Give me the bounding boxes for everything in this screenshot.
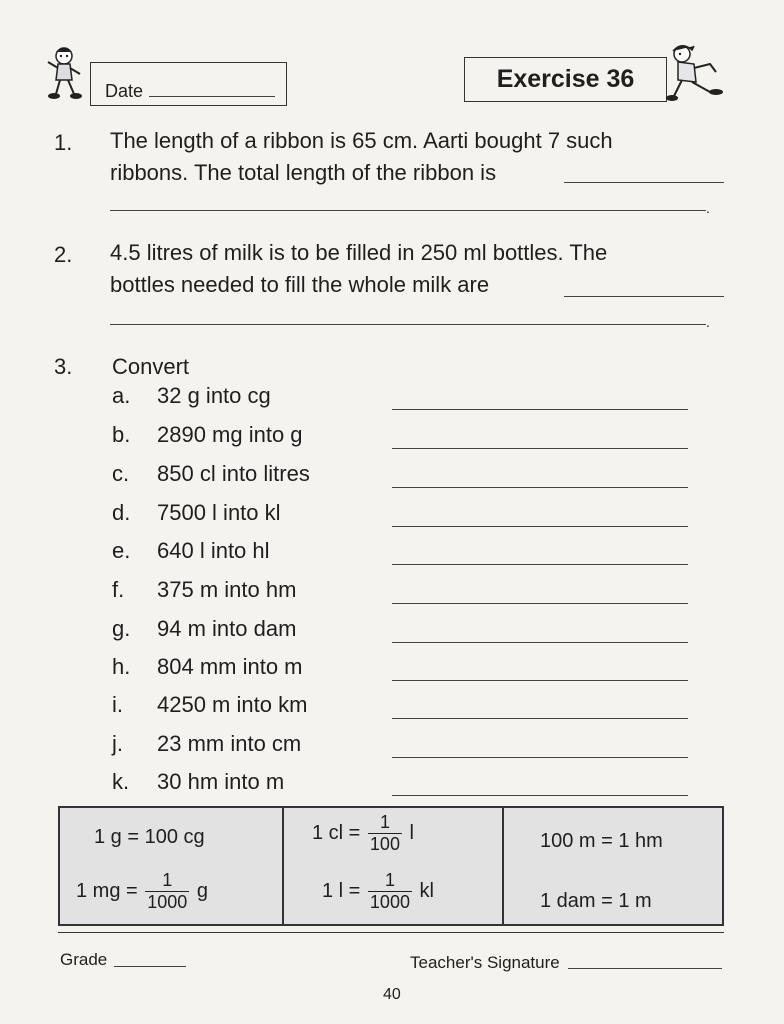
end-mark: . — [706, 314, 710, 330]
reference-cell: 100 m = 1 hm — [540, 830, 663, 852]
question-number: 3. — [54, 354, 73, 379]
signature-label: Teacher's Signature — [410, 953, 560, 972]
answer-line[interactable] — [392, 564, 688, 565]
answer-line[interactable] — [564, 296, 724, 297]
convert-title: Convert — [112, 354, 190, 379]
answer-line[interactable] — [392, 680, 688, 681]
running-girl-icon — [664, 42, 728, 104]
divider — [58, 932, 724, 933]
end-mark: . — [706, 200, 710, 216]
answer-line[interactable] — [392, 757, 688, 758]
question-number: 2. — [54, 242, 73, 267]
question-number: 1. — [54, 130, 73, 155]
question-2-line-2: bottles needed to fill the whole milk are — [110, 272, 490, 297]
page-number: 40 — [383, 986, 401, 1003]
question-1-line-1: The length of a ribbon is 65 cm. Aarti bought 7 such — [110, 128, 613, 153]
answer-line[interactable] — [392, 795, 688, 796]
answer-line[interactable] — [392, 718, 688, 719]
grade-label: Grade — [60, 950, 108, 969]
date-field[interactable] — [149, 96, 275, 97]
reference-cell: 1 dam = 1 m — [540, 890, 652, 912]
reference-cell: 1 cl = $\frac{1}{100}$ l — [312, 812, 414, 854]
answer-line[interactable] — [564, 182, 724, 183]
reference-cell: 1 l = $\frac{1}{1000}$ kl — [322, 870, 434, 912]
answer-line[interactable] — [110, 210, 706, 211]
signature-field[interactable] — [568, 968, 722, 969]
exercise-title: Exercise 36 — [464, 57, 667, 102]
answer-line[interactable] — [392, 603, 688, 604]
grade-field[interactable] — [114, 966, 186, 967]
answer-line[interactable] — [392, 487, 688, 488]
question-1-line-2: ribbons. The total length of the ribbon is — [110, 160, 497, 185]
date-box — [90, 62, 287, 106]
question-2-line-1: 4.5 litres of milk is to be filled in 250 ml bottles. The — [110, 240, 608, 265]
answer-line[interactable] — [110, 324, 706, 325]
reference-cell: 1 g = 100 cg — [94, 826, 205, 848]
cartoon-boy-icon — [44, 44, 88, 100]
answer-line[interactable] — [392, 409, 688, 410]
date-label: Date — [105, 81, 144, 101]
answer-line[interactable] — [392, 448, 688, 449]
answer-line[interactable] — [392, 642, 688, 643]
reference-cell: 1 mg = $\frac{1}{1000}$ g — [76, 870, 208, 912]
answer-line[interactable] — [392, 526, 688, 527]
conversion-reference-table — [58, 806, 724, 926]
